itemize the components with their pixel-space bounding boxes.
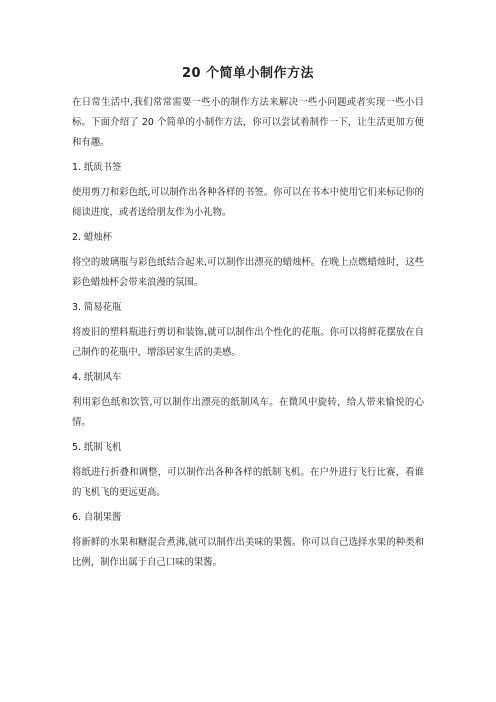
section-heading-2: 2. 蜡烛杯 — [72, 232, 113, 243]
section-heading-4: 4. 纸制风车 — [72, 372, 122, 383]
section-text-6: 将新鲜的水果和糖混合煮沸,就可以制作出美味的果酱。你可以自己选择水果的种类和比例，制作出属于自己口味的果酱。 — [72, 537, 424, 568]
section-text-5: 将纸进行折叠和调整，可以制作出各种各样的纸制飞机。在户外进行飞行比赛，看谁的飞机飞的更远更高。 — [72, 467, 424, 498]
section-heading-6: 6. 自制果酱 — [72, 512, 122, 523]
section-heading-1: 1. 纸质书签 — [72, 162, 122, 173]
section-text-3: 将废旧的塑料瓶进行剪切和装饰,就可以制作出个性化的花瓶。你可以将鲜花摆放在自己制作的花瓶中，增添居家生活的美感。 — [72, 327, 424, 358]
section-text-1: 使用剪刀和彩色纸,可以制作出各种各样的书签。你可以在书本中使用它们来标记你的阅读进度，或者送给朋友作为小礼物。 — [72, 187, 424, 218]
section-text-4: 利用彩色纸和饮管,可以制作出漂亮的纸制风车。在微风中旋转，给人带来愉悦的心情。 — [72, 397, 424, 428]
section-heading-5: 5. 纸制飞机 — [72, 442, 122, 453]
document-title: 20 个简单小制作方法 — [181, 66, 315, 81]
intro-paragraph: 在日常生活中,我们常常需要一些小的制作方法来解决一些小问题或者实现一些小目标。下面介绍了 20 个简单的小制作方法，你可以尝试着制作一下，让生活更加方便和有趣。 — [72, 97, 424, 148]
section-text-2: 将空的玻璃瓶与彩色纸结合起来,可以制作出漂亮的蜡烛杯。在晚上点燃蜡烛时，这些彩色蜡烛杯会带来浪漫的氛围。 — [72, 257, 424, 288]
section-heading-3: 3. 简易花瓶 — [72, 302, 122, 313]
